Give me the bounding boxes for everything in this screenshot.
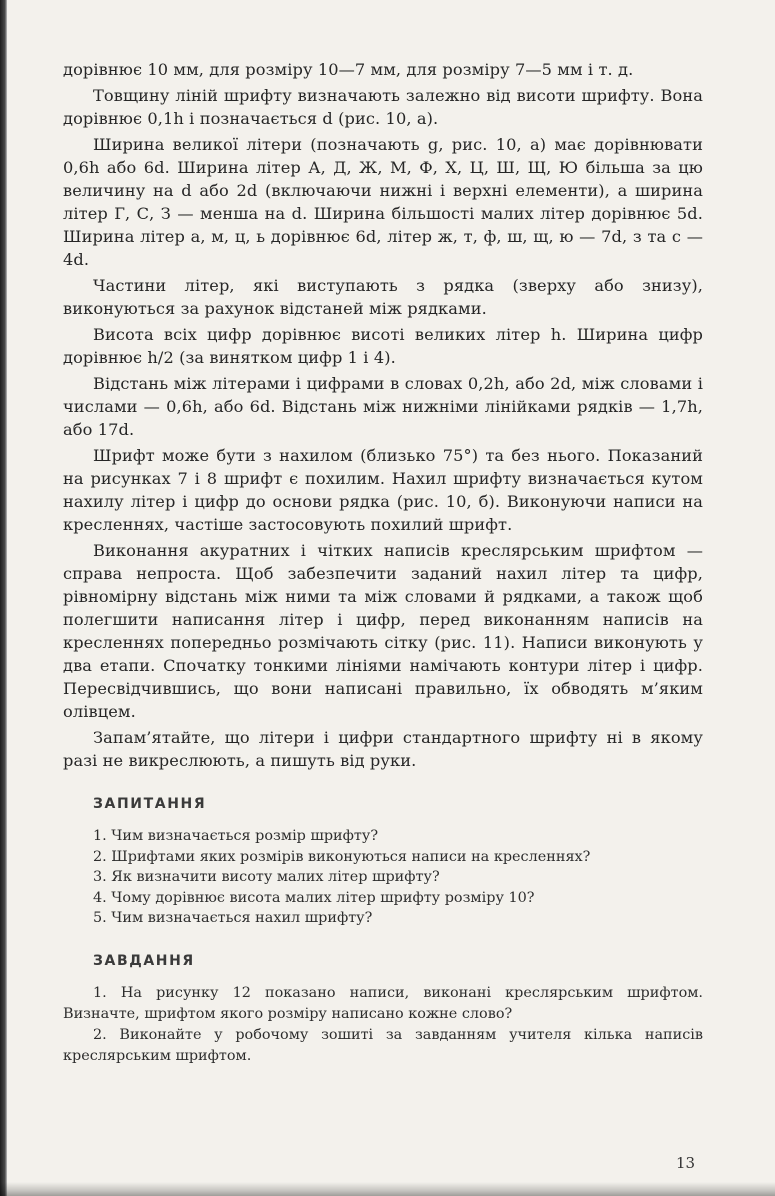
paragraph-remember: Запам’ятайте, що літери і цифри стандартного шрифту ні в якому разі не викреслюють, а пишуть від руки. [63, 728, 703, 770]
question-item: 3. Як визначити висоту малих літер шрифту? [93, 869, 440, 885]
task-item: 2. Виконайте у робочому зошиті за завданням учителя кілька написів креслярським шрифтом. [63, 1026, 703, 1064]
paragraph-execution: Виконання акуратних і чітких написів креслярським шрифтом — справа непроста. Щоб забезпечити заданий нахил літер та цифр, рівномірну відстань між ними та між словами й рядками, а також щоб полегшити написання літер і цифр, перед виконанням написів на кресленнях попередньо розмічають сітку (рис. 11). Написи виконують у два етапи. Спочатку тонкими лініями намічають контури літер і цифр. Пересвідчившись, що вони написані правильно, їх обводять м’яким олівцем. [63, 541, 703, 721]
questions-list [63, 826, 703, 929]
question-item: 4. Чому дорівнює висота малих літер шрифту розміру 10? [93, 889, 535, 906]
task-item: 1. На рисунку 12 показано написи, виконані креслярським шрифтом. Визначте, шрифтом якого розміру написано кожне слово? [63, 984, 703, 1022]
paragraph-letter-width: Ширина великої літери (позначають g, рис. 10, а) має дорівнювати 0,6h або 6d. Ширина літер А, Д, Ж, М, Ф, Х, Ц, Ш, Щ, Ю більша за цю величину на d або 2d (включаючи нижні і верхні елементи), а ширина літер Г, С, З — менша на d. Ширина більшості малих літер дорівнює 5d. Ширина літер а, м, ц, ь дорівнює 6d, літер ж, т, ф, ш, щ, ю — 7d, з та с — 4d. [63, 135, 703, 269]
paragraph-digit-height: Висота всіх цифр дорівнює висоті великих літер h. Ширина цифр дорівнює h/2 (за винятком цифр 1 і 4). [63, 325, 703, 367]
tasks-heading: ЗАВДАННЯ [93, 952, 195, 969]
question-item: 2. Шрифтами яких розмірів виконуються написи на кресленнях? [93, 848, 591, 865]
body-text [63, 58, 703, 772]
book-spine-shadow [0, 0, 7, 1196]
paragraph-protruding-parts: Частини літер, які виступають з рядка (зверху або знизу), виконуються за рахунок відстаней між рядками. [63, 276, 703, 318]
paragraph-spacing: Відстань між літерами і цифрами в словах 0,2h, або 2d, між словами і числами — 0,6h, або 6d. Відстань між нижніми лінійками рядків — 1,7h, або 17d. [63, 374, 703, 439]
paragraph-continuation: дорівнює 10 мм, для розміру 10—7 мм, для розміру 7—5 мм і т. д. [63, 60, 634, 79]
paragraph-line-thickness: Товщину ліній шрифту визначають залежно від висоти шрифту. Вона дорівнює 0,1h і позначається d (рис. 10, а). [63, 86, 703, 128]
question-item: 1. Чим визначається розмір шрифту? [93, 828, 379, 844]
tasks-list [63, 983, 703, 1067]
paragraph-slant: Шрифт може бути з нахилом (близько 75°) та без нього. Показаний на рисунках 7 і 8 шрифт є похилим. Нахил шрифту визначається кутом нахилу літер і цифр до основи рядка (рис. 10, б). Виконуючи написи на кресленнях, частіше застосовують похилий шрифт. [63, 446, 703, 534]
question-item: 5. Чим визначається нахил шрифту? [93, 910, 373, 926]
questions-heading: ЗАПИТАННЯ [93, 796, 207, 812]
page-bottom-shadow [0, 1182, 775, 1196]
page-number: 13 [676, 1154, 696, 1172]
textbook-page [63, 58, 703, 1067]
